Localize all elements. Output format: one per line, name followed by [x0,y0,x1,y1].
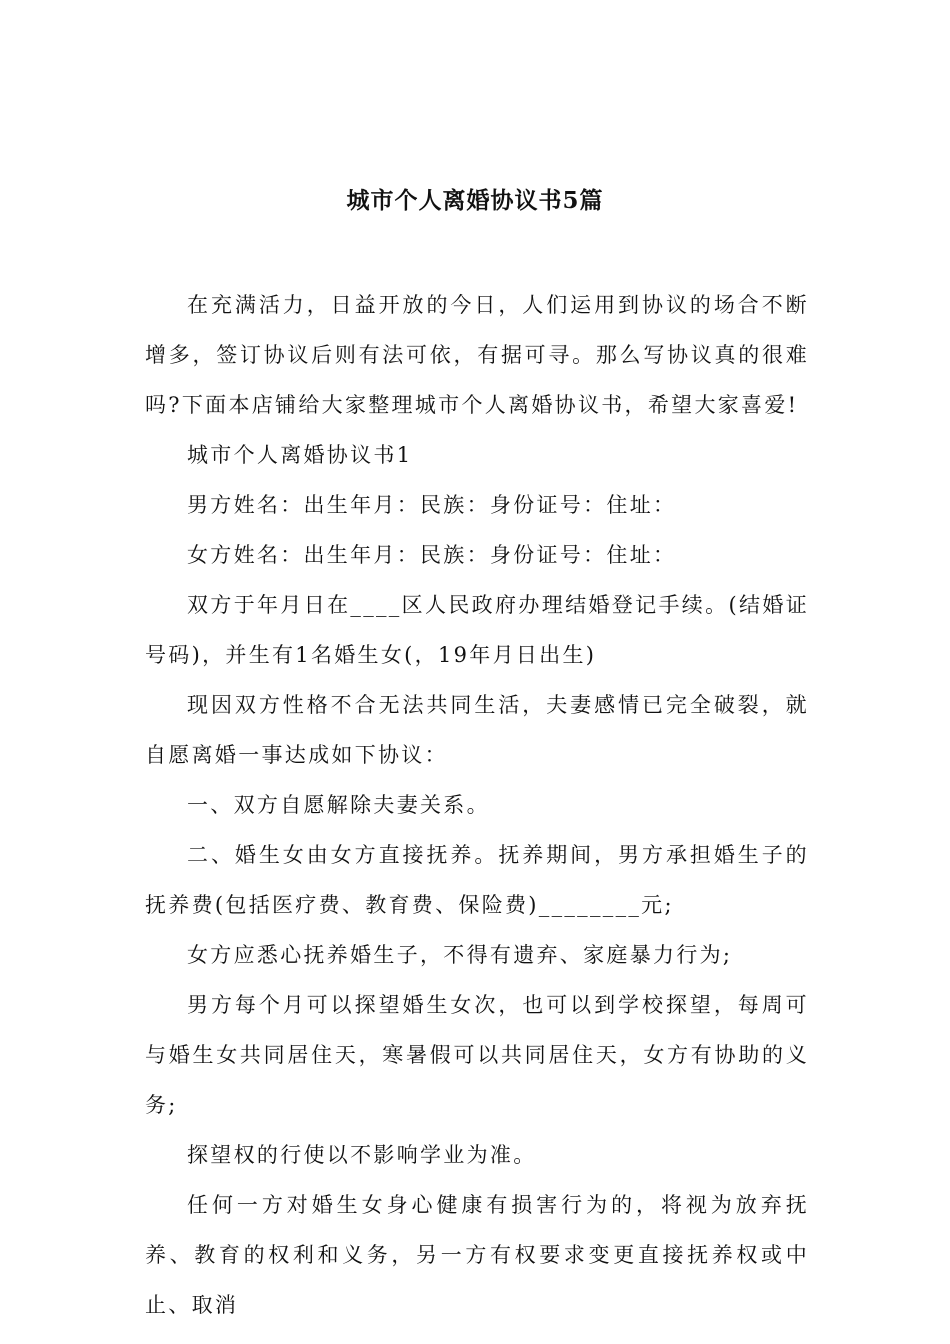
clause-one: 一、双方自愿解除夫妻关系。 [187,793,490,817]
section-heading: 城市个人离婚协议书1 [187,443,413,467]
document-title: 城市个人离婚协议书5篇 [346,187,604,214]
custody-change-paragraph: 任何一方对婚生女身心健康有损害行为的，将视为放弃抚养、教育的权利和义务，另一方有权要求变更直接抚养权或中止、取消 [145,1193,809,1317]
marriage-registration-paragraph: 双方于年月日在____区人民政府办理结婚登记手续。(结婚证号码)，并生有1名婚生女(，19年月日出生) [145,593,809,667]
female-info-line: 女方姓名：出生年月：民族：身份证号：住址： [187,543,677,567]
clause-two: 二、婚生女由女方直接抚养。抚养期间，男方承担婚生子的抚养费(包括医疗费、教育费、保险费)________元; [145,843,809,917]
visitation-limit-paragraph: 探望权的行使以不影响学业为准。 [187,1143,537,1167]
care-obligation-paragraph: 女方应悉心抚养婚生子，不得有遗弃、家庭暴力行为; [187,943,733,967]
visitation-paragraph: 男方每个月可以探望婚生女次，也可以到学校探望，每周可与婚生女共同居住天，寒暑假可以共同居住天，女方有协助的义务; [145,993,809,1117]
divorce-reason-paragraph: 现因双方性格不合无法共同生活，夫妻感情已完全破裂，就自愿离婚一事达成如下协议： [145,693,809,767]
intro-paragraph: 在充满活力，日益开放的今日，人们运用到协议的场合不断增多，签订协议后则有法可依，有据可寻。那么写协议真的很难吗?下面本店铺给大家整理城市个人离婚协议书，希望大家喜爱! [145,293,809,417]
document-body [145,280,809,1330]
male-info-line: 男方姓名：出生年月：民族：身份证号：住址： [187,493,677,517]
